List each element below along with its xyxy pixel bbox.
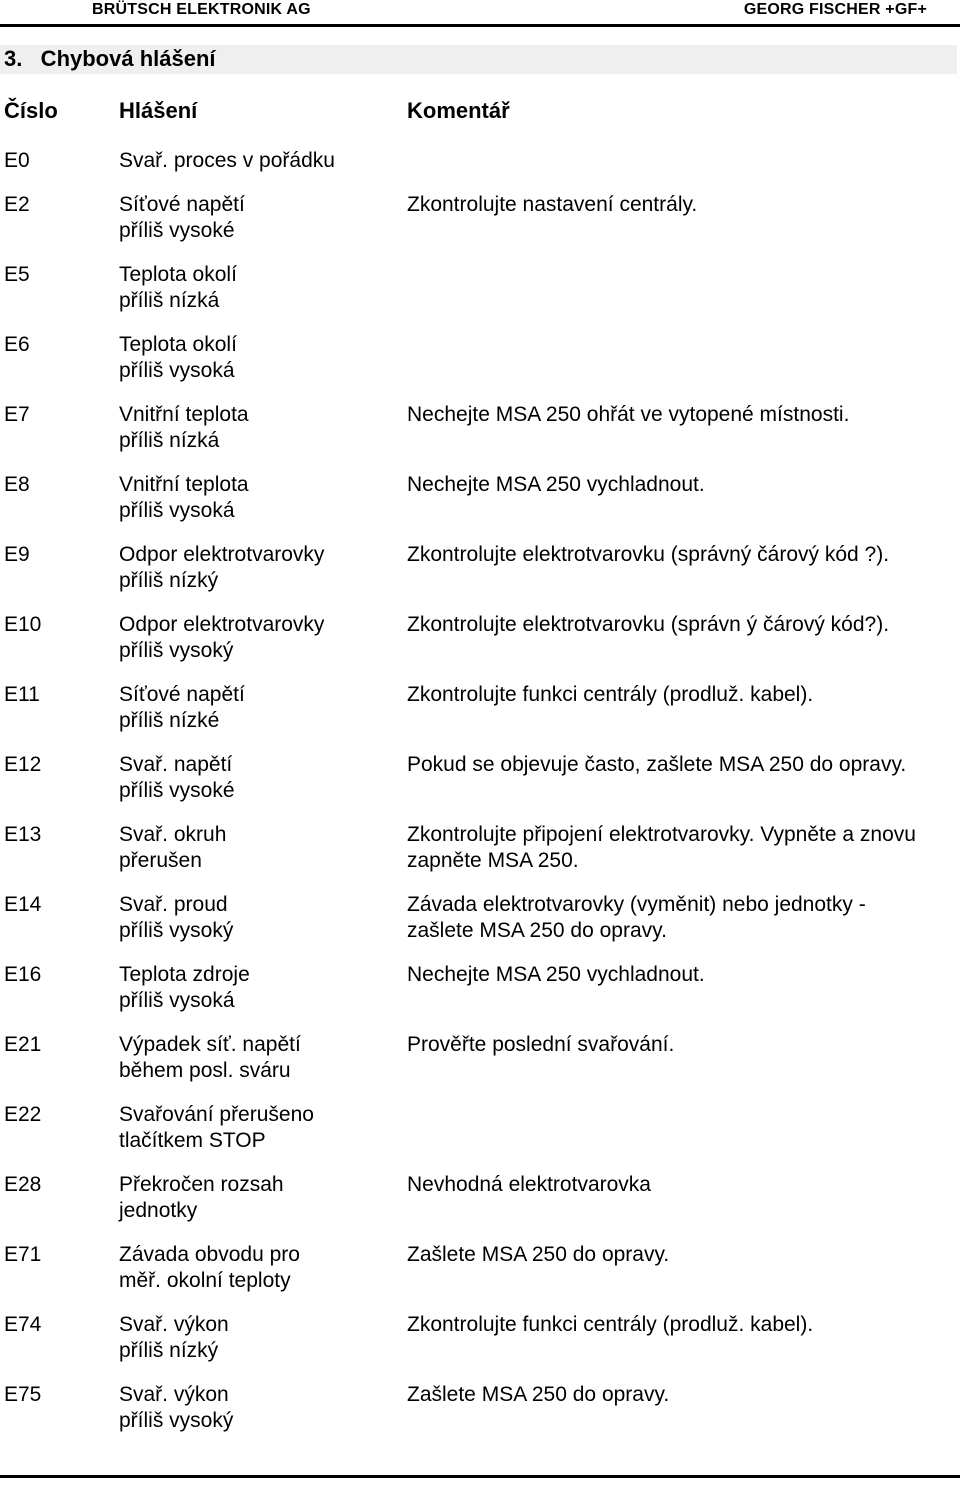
table-row (0, 752, 960, 822)
table-row (0, 1242, 960, 1312)
table-row (0, 822, 960, 892)
error-code: E5 (4, 263, 30, 286)
table-row (0, 472, 960, 542)
table-row (0, 262, 960, 332)
header-company-right: GEORG FISCHER +GF+ (743, 1, 927, 18)
error-comment: Zkontrolujte elektrotvarovku (správn ý čárový kód?). (407, 613, 890, 636)
error-comment: Pokud se objevuje často, zašlete MSA 250 do opravy. (407, 753, 907, 776)
error-comment: Nechejte MSA 250 vychladnout. (407, 473, 705, 496)
table-row (0, 682, 960, 752)
error-code: E28 (4, 1173, 42, 1196)
error-message: Teplota okolí příliš vysoká (119, 333, 237, 382)
error-code: E13 (4, 823, 42, 846)
error-code: E10 (4, 613, 42, 636)
error-code: E75 (4, 1383, 42, 1406)
table-row (0, 192, 960, 262)
page-header (0, 0, 960, 27)
error-comment: Nevhodná elektrotvarovka (407, 1173, 651, 1196)
error-message: Síťové napětí příliš nízké (119, 683, 245, 732)
error-comment: Zašlete MSA 250 do opravy. (407, 1383, 670, 1406)
error-code: E2 (4, 193, 30, 216)
error-code: E0 (4, 149, 30, 172)
error-comment: Zašlete MSA 250 do opravy. (407, 1243, 670, 1266)
error-code: E14 (4, 893, 42, 916)
error-code: E16 (4, 963, 42, 986)
error-message: Svař. proud příliš vysoký (119, 893, 234, 942)
error-message: Vnitřní teplota příliš vysoká (119, 473, 249, 522)
error-message: Překročen rozsah jednotky (119, 1173, 284, 1222)
error-code: E74 (4, 1313, 42, 1336)
table-row (0, 1172, 960, 1242)
error-comment: Zkontrolujte funkci centrály (prodluž. kabel). (407, 683, 814, 706)
error-message: Síťové napětí příliš vysoké (119, 193, 245, 242)
error-code: E12 (4, 753, 42, 776)
table-row (0, 542, 960, 612)
error-code: E11 (4, 683, 40, 706)
error-code: E7 (4, 403, 30, 426)
table-row (0, 1032, 960, 1102)
column-header-code: Číslo (4, 98, 58, 123)
error-comment: Nechejte MSA 250 vychladnout. (407, 963, 705, 986)
error-table (0, 148, 960, 1452)
error-comment: Zkontrolujte elektrotvarovku (správný čárový kód ?). (407, 543, 890, 566)
header-company-left: BRÜTSCH ELEKTRONIK AG (92, 1, 311, 18)
error-comment: Zkontrolujte nastavení centrály. (407, 193, 698, 216)
error-comment: Prověřte poslední svařování. (407, 1033, 675, 1056)
section-heading-bar (0, 45, 957, 74)
column-header-message: Hlášení (119, 98, 198, 123)
table-row (0, 612, 960, 682)
table-row (0, 892, 960, 962)
error-message: Teplota okolí příliš nízká (119, 263, 237, 312)
section-title: 3. Chybová hlášení (4, 46, 216, 71)
table-row (0, 402, 960, 472)
error-code: E9 (4, 543, 30, 566)
error-message: Svař. výkon příliš vysoký (119, 1383, 234, 1432)
error-message: Svařování přerušeno tlačítkem STOP (119, 1103, 314, 1152)
error-code: E71 (4, 1243, 42, 1266)
error-code: E8 (4, 473, 30, 496)
table-row (0, 1102, 960, 1172)
error-comment: Nechejte MSA 250 ohřát ve vytopené místnosti. (407, 403, 850, 426)
table-row (0, 332, 960, 402)
error-comment: Zkontrolujte připojení elektrotvarovky. Vypněte a znovu zapněte MSA 250. (407, 823, 916, 872)
column-header-comment: Komentář (407, 98, 510, 123)
table-row (0, 148, 960, 192)
error-message: Svař. proces v pořádku (119, 149, 335, 172)
table-row (0, 1312, 960, 1382)
error-code: E6 (4, 333, 30, 356)
error-comment: Závada elektrotvarovky (vyměnit) nebo jednotky - zašlete MSA 250 do opravy. (407, 893, 866, 942)
error-message: Teplota zdroje příliš vysoká (119, 963, 250, 1012)
error-message: Svař. výkon příliš nízký (119, 1313, 229, 1362)
error-message: Svař. napětí příliš vysoké (119, 753, 235, 802)
error-code: E22 (4, 1103, 42, 1126)
error-message: Odpor elektrotvarovky příliš vysoký (119, 613, 325, 662)
table-row (0, 1382, 960, 1452)
error-message: Odpor elektrotvarovky příliš nízký (119, 543, 325, 592)
error-code: E21 (4, 1033, 42, 1056)
error-message: Závada obvodu pro měř. okolní teploty (119, 1243, 300, 1292)
error-message: Vnitřní teplota příliš nízká (119, 403, 249, 452)
error-message: Výpadek síť. napětí během posl. sváru (119, 1033, 301, 1082)
footer-rule (0, 1475, 960, 1478)
error-message: Svař. okruh přerušen (119, 823, 227, 872)
table-row (0, 962, 960, 1032)
error-comment: Zkontrolujte funkci centrály (prodluž. kabel). (407, 1313, 814, 1336)
